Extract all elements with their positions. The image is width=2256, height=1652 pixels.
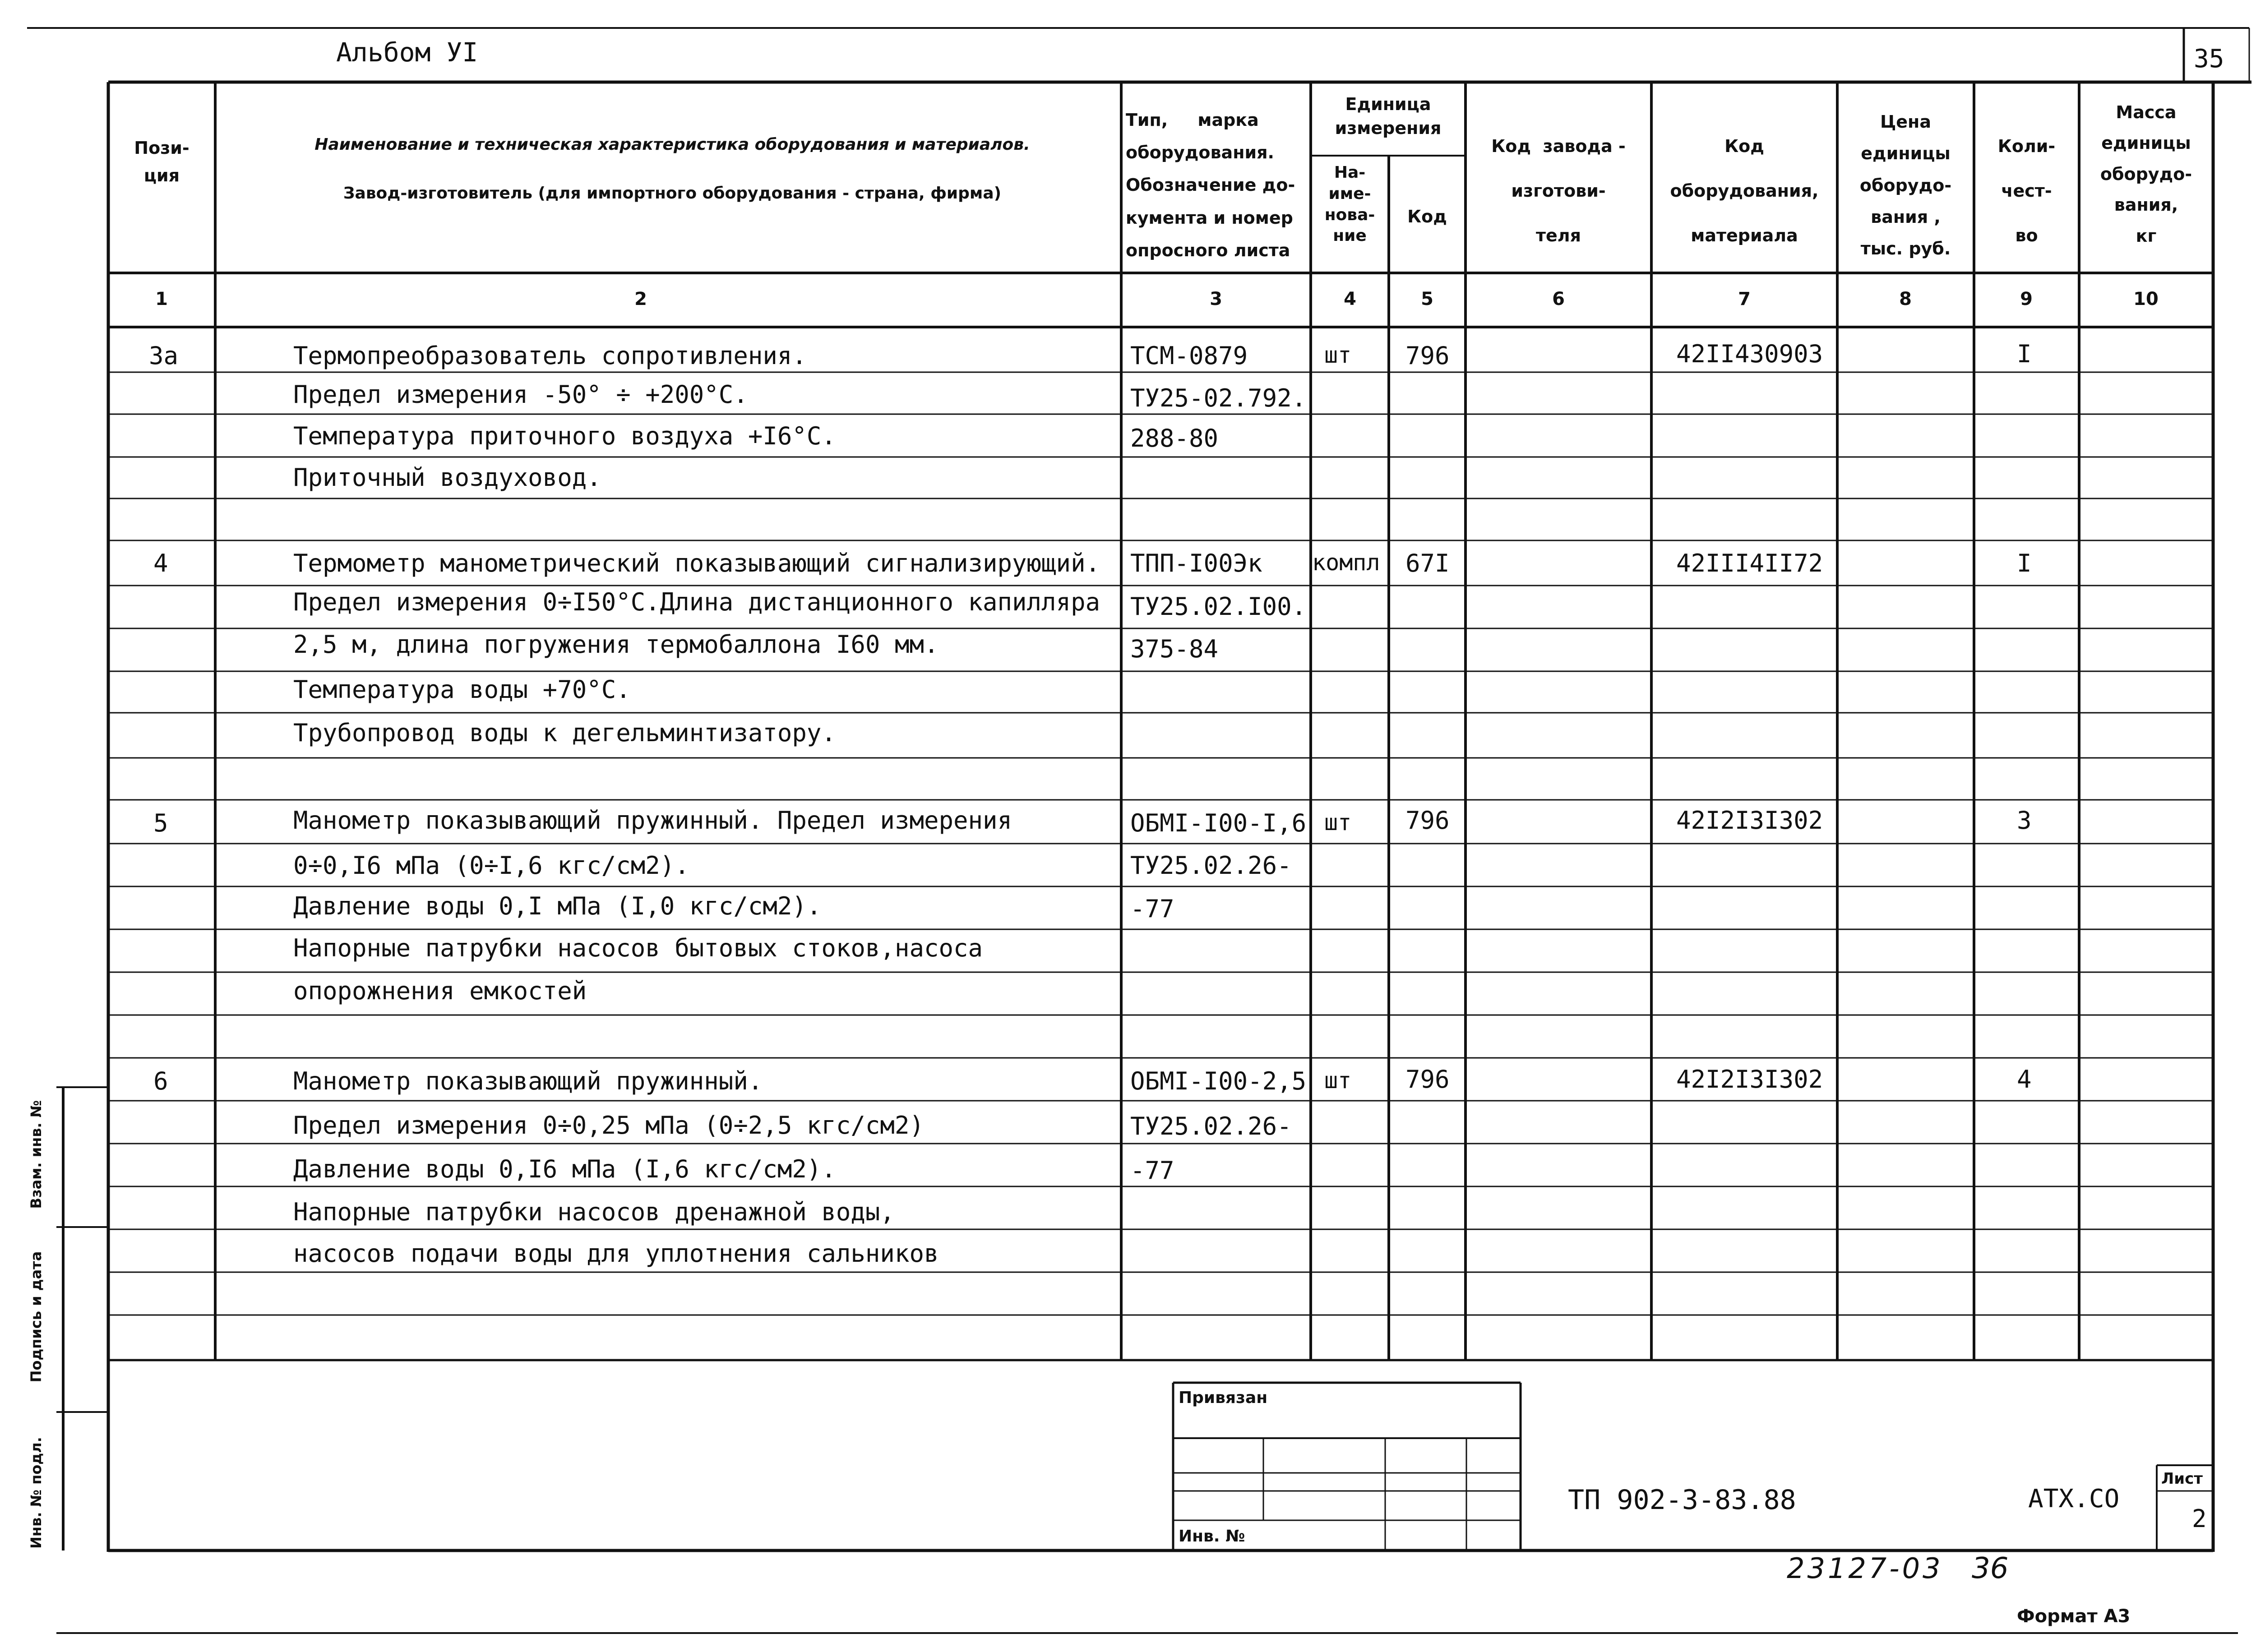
item-description-line: Предел измерения 0÷I50°С.Длина дистанционного капилляра (293, 588, 1100, 616)
document-code: ТП 902-3-83.88 (1568, 1484, 1796, 1516)
privyazan-label: Привязан (1179, 1389, 1268, 1407)
item-type: ТСМ-0879 (1130, 341, 1248, 370)
item-quantity: I (2017, 549, 2032, 577)
header-plant-code: Код завода - изготови- теля (1491, 136, 1626, 245)
header-name-line2: Завод-изготовитель (для импортного оборудования - страна, фирма) (343, 184, 1002, 203)
item-type: ТУ25.02.26- (1130, 1112, 1292, 1140)
item-description-line: 0÷0,I6 мПа (0÷I,6 кгс/см2). (293, 851, 689, 880)
item-description-line: Термометр манометрический показывающий сигнализирующий. (293, 549, 1100, 577)
column-number: 9 (2020, 289, 2033, 309)
item-type: 288-80 (1130, 424, 1219, 452)
item-description-line: Напорные патрубки насосов дренажной воды, (293, 1198, 895, 1226)
item-description-line: Термопреобразователь сопротивления. (293, 341, 807, 370)
item-type: ОБМI-I00-I,6 (1130, 809, 1307, 837)
header-unit: Единица измерения (1335, 94, 1442, 138)
item-equipment-code: 42I2I3I302 (1676, 1065, 1823, 1094)
item-type: -77 (1130, 1156, 1174, 1185)
column-number: 4 (1344, 289, 1356, 309)
item-description-line: Трубопровод воды к дегельминтизатору. (293, 719, 836, 747)
side-label-replaced: Взам. инв. № (28, 1100, 45, 1209)
header-type: Тип, марка оборудования. Обозначение до- кумента и номер опросного листа (1126, 110, 1295, 260)
item-description-line: Температура приточного воздуха +I6°С. (293, 422, 836, 450)
item-description-line: Предел измерения -50° ÷ +200°С. (293, 380, 748, 409)
item-type: ТУ25.02.26- (1130, 851, 1292, 880)
column-number: 8 (1899, 289, 1912, 309)
item-quantity: 4 (2017, 1065, 2032, 1094)
archive-number: 23127-03 (1787, 1552, 1943, 1585)
item-unit: шт (1324, 809, 1352, 835)
item-type: 375-84 (1130, 635, 1219, 663)
item-position: 6 (153, 1067, 168, 1095)
item-type: ТУ25-02.792. (1130, 384, 1307, 412)
item-position: 5 (153, 809, 168, 837)
paper-format: Формат А3 (2017, 1606, 2131, 1627)
item-position: 3а (149, 341, 179, 370)
item-unit-code: 796 (1405, 806, 1450, 835)
item-type: -77 (1130, 895, 1174, 923)
header-price: Цена единицы оборудо- вания , тыс. руб. (1859, 112, 1952, 259)
item-description-line: Давление воды 0,I мПа (I,0 кгс/см2). (293, 892, 822, 920)
header-position: Пози- ция (134, 138, 190, 185)
archive-page: 36 (1972, 1552, 2009, 1585)
item-description-line: насосов подачи воды для уплотнения сальников (293, 1239, 939, 1268)
item-description-line: Манометр показывающий пружинный. Предел измерения (293, 806, 1012, 835)
item-description-line: Напорные патрубки насосов бытовых стоков,насоса (293, 934, 983, 962)
side-label-inv: Инв. № подл. (28, 1437, 45, 1549)
column-number: 5 (1421, 289, 1433, 309)
column-number: 3 (1210, 289, 1222, 309)
sheet-number: 2 (2192, 1504, 2207, 1533)
item-position: 4 (153, 549, 168, 577)
column-number: 1 (155, 289, 168, 309)
item-type: ТУ25.02.I00. (1130, 592, 1307, 621)
header-equipment-code: Код оборудования, материала (1670, 136, 1819, 245)
item-description-line: 2,5 м, длина погружения термобаллона I60 мм. (293, 630, 939, 659)
item-equipment-code: 42III4II72 (1676, 549, 1823, 577)
column-number: 7 (1738, 289, 1751, 309)
item-description-line: опорожнения емкостей (293, 977, 587, 1005)
column-number: 2 (634, 289, 647, 309)
column-number: 10 (2133, 289, 2159, 309)
item-description-line: Предел измерения 0÷0,25 мПа (0÷2,5 кгс/см2) (293, 1111, 924, 1140)
column-number: 6 (1552, 289, 1565, 309)
inventory-number-label: Инв. № (1179, 1527, 1245, 1546)
header-quantity: Коли- чест- во (1997, 136, 2056, 245)
item-quantity: 3 (2017, 806, 2032, 835)
item-quantity: I (2017, 340, 2032, 368)
header-mass: Масса единицы оборудо- вания, кг (2100, 102, 2192, 246)
item-unit: шт (1324, 342, 1352, 368)
item-unit-code: 67I (1405, 549, 1450, 577)
item-type: ОБМI-I00-2,5 (1130, 1067, 1307, 1095)
item-description-line: Манометр показывающий пружинный. (293, 1067, 763, 1095)
item-unit: шт (1324, 1067, 1352, 1094)
item-unit-code: 796 (1405, 341, 1450, 370)
header-unit-code: Код (1407, 207, 1447, 226)
item-equipment-code: 42I2I3I302 (1676, 806, 1823, 835)
album-label: Альбом УI (336, 37, 478, 68)
header-name-line1: Наименование и техническая характеристика оборудования и материалов. (314, 135, 1030, 154)
item-unit: компл (1312, 549, 1380, 576)
sheet-label: Лист (2161, 1470, 2203, 1488)
item-description-line: Приточный воздуховод. (293, 463, 601, 492)
header-unit-name: На- име- нова- ние (1324, 163, 1375, 245)
item-description-line: Температура воды +70°С. (293, 675, 631, 704)
item-unit-code: 796 (1405, 1065, 1450, 1094)
side-label-signature: Подпись и дата (28, 1251, 45, 1383)
item-type: ТПП-I00Эк (1130, 549, 1262, 577)
document-mark: АТХ.СО (2028, 1484, 2120, 1514)
item-description-line: Давление воды 0,I6 мПа (I,6 кгс/см2). (293, 1155, 836, 1183)
page-number: 35 (2194, 44, 2224, 74)
item-equipment-code: 42II430903 (1676, 340, 1823, 368)
